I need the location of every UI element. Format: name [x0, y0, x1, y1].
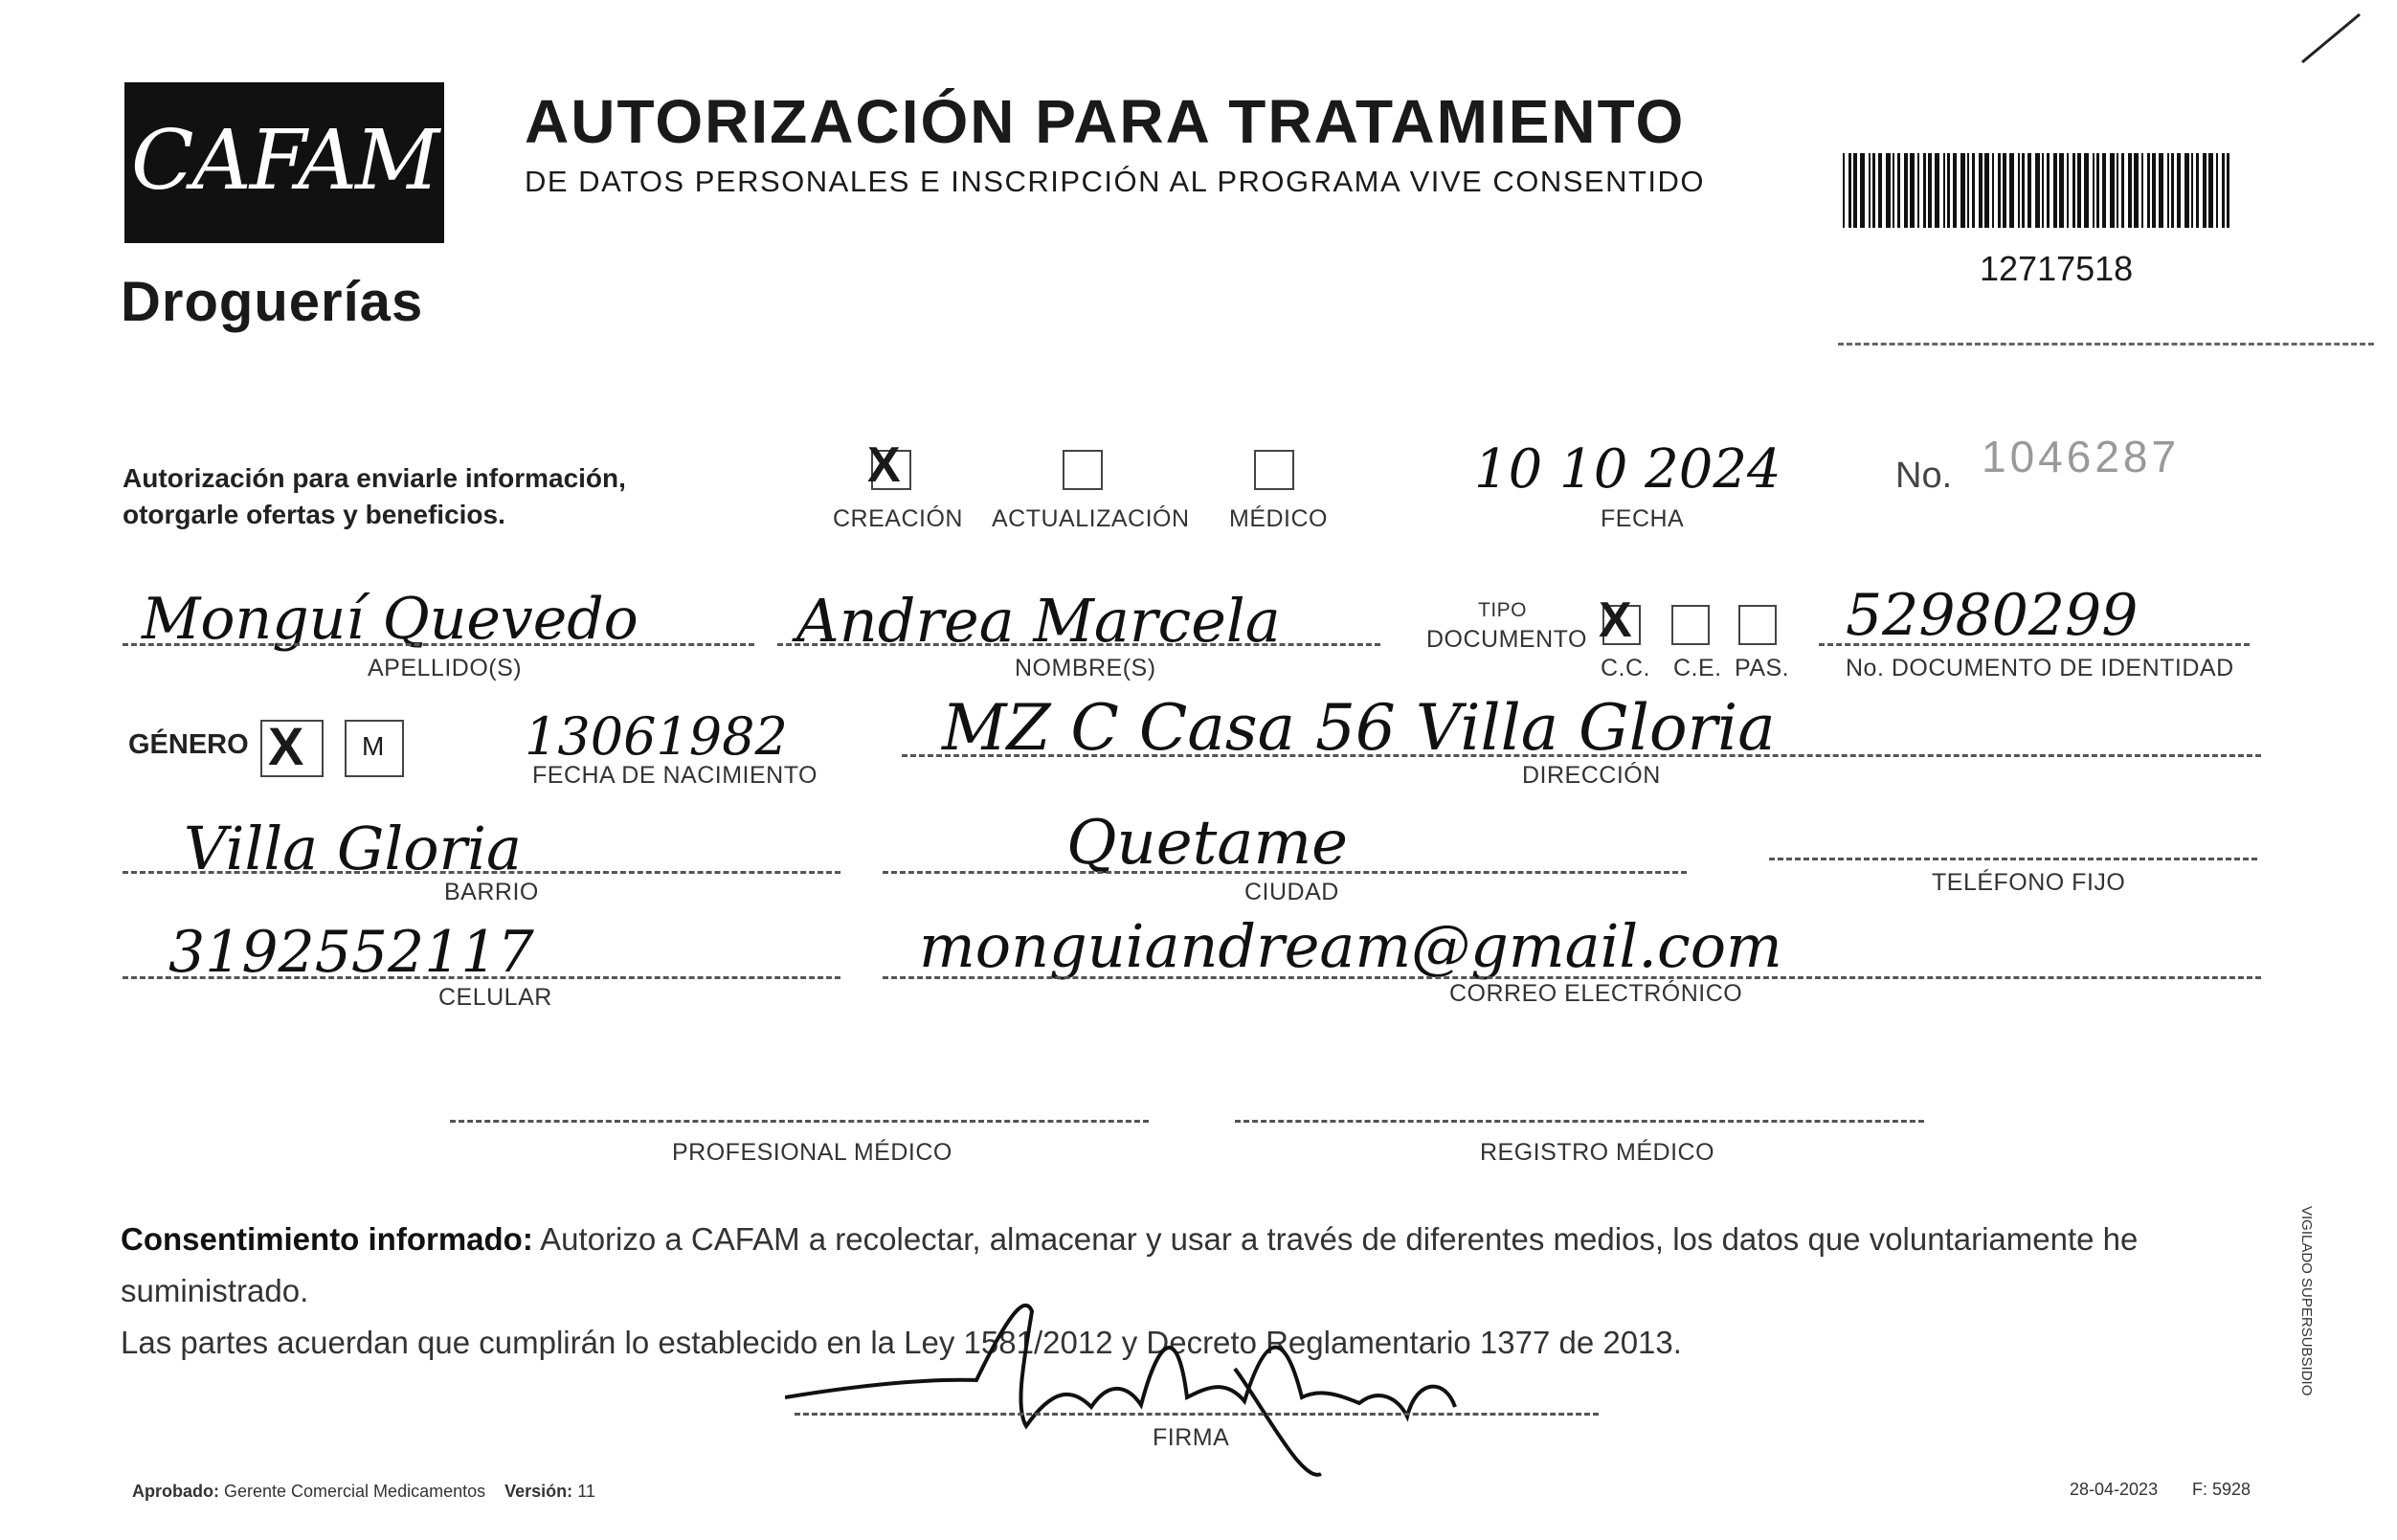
form-title: AUTORIZACIÓN PARA TRATAMIENTO: [525, 87, 1686, 156]
barcode-bar: [2027, 153, 2031, 228]
fecha-label: FECHA: [1601, 505, 1685, 532]
genero-label: GÉNERO: [128, 729, 249, 760]
barcode-bar: [2022, 153, 2025, 228]
footer-date: 28-04-2023: [2070, 1480, 2159, 1499]
barcode-bar: [1878, 153, 1882, 228]
cafam-logo: CAFAM: [130, 113, 438, 209]
barcode-bar: [1843, 153, 1845, 228]
barcode-bar: [2018, 153, 2020, 228]
barrio-value: Villa Gloria: [184, 814, 522, 883]
nombres-value: Andrea Marcela: [796, 586, 1281, 656]
authorization-text-line2: otorgarle ofertas y beneficios.: [123, 500, 505, 529]
barcode-bar: [1992, 153, 1994, 228]
barcode-bar: [2134, 153, 2139, 228]
fecha-value: 10 10 2024: [1474, 438, 1781, 501]
checkmark-cc: X: [1599, 592, 1632, 648]
firma-label: FIRMA: [1153, 1424, 1230, 1451]
doc-type-cc: C.C.: [1601, 655, 1650, 681]
checkbox-actualizacion[interactable]: [1063, 450, 1103, 490]
checkmark-creacion: X: [867, 437, 901, 493]
genero-f-mark: X: [268, 716, 304, 776]
checkbox-medico[interactable]: [1254, 450, 1294, 490]
barcode-bar: [2208, 153, 2213, 228]
barcode-bar: [2003, 153, 2006, 228]
barcode-bar: [1910, 153, 1915, 228]
barcode-bar: [1886, 153, 1891, 228]
ciudad-value: Quetame: [1066, 808, 1348, 879]
doc-type-ce: C.E.: [1673, 655, 1722, 681]
barcode-bar: [2203, 153, 2207, 228]
barcode-bar: [2227, 153, 2229, 228]
barcode-bar: [1860, 153, 1865, 228]
telefono-label: TELÉFONO FIJO: [1932, 869, 2126, 896]
correo-line: [883, 976, 2261, 979]
barcode-bar: [2147, 153, 2150, 228]
barcode-bar: [2035, 153, 2040, 228]
barcode-bar: [2121, 153, 2124, 228]
barcode-bar: [1917, 153, 1919, 228]
barcode-bar: [1897, 153, 1900, 228]
barcode-bar: [2159, 153, 2163, 228]
barcode-bar: [2110, 153, 2115, 228]
barcode-bar: [2177, 153, 2181, 228]
tipo-label-2: DOCUMENTO: [1426, 626, 1587, 653]
barcode-bar: [1923, 153, 1926, 228]
ciudad-line: [883, 871, 1687, 874]
apellidos-value: Monguí Quevedo: [142, 586, 638, 653]
nombres-label: NOMBRE(S): [1015, 655, 1156, 681]
header-divider: [1838, 343, 2374, 346]
signature: [785, 1283, 1512, 1493]
apellidos-label: APELLIDO(S): [368, 655, 523, 681]
vigilado-vertical-text: VIGILADO SUPERSUBSIDIO: [2298, 1206, 2315, 1396]
nombres-line: [777, 643, 1380, 646]
ciudad-label: CIUDAD: [1244, 879, 1339, 905]
barcode-bar: [1928, 153, 1932, 228]
barcode-bar: [1853, 153, 1857, 228]
barcode-bar: [2047, 153, 2050, 228]
registration-number: 1046287: [1982, 432, 2181, 481]
documento-value: 52980299: [1846, 582, 2139, 649]
barcode-bar: [2222, 153, 2225, 228]
form-subtitle: DE DATOS PERSONALES E INSCRIPCIÓN AL PROGRAMA VIVE CONSENTIDO: [525, 165, 1706, 198]
doc-type-pas: PAS.: [1735, 655, 1790, 681]
barcode-bar: [2152, 153, 2156, 228]
barcode-bar: [2184, 153, 2189, 228]
barcode: [1843, 153, 2233, 228]
barcode-bar: [1904, 153, 1908, 228]
tipo-label-1: TIPO: [1478, 599, 1528, 621]
checkbox-ce[interactable]: [1671, 605, 1710, 645]
authorization-text-line1: Autorización para enviarle información,: [123, 463, 626, 493]
direccion-line: [902, 754, 2261, 757]
registro-line: [1235, 1120, 1924, 1123]
barcode-bar: [1967, 153, 1969, 228]
barcode-bar: [1943, 153, 1945, 228]
barcode-bar: [2216, 153, 2218, 228]
scan-mark: [2297, 10, 2364, 67]
registro-label: REGISTRO MÉDICO: [1480, 1139, 1715, 1166]
celular-line: [123, 976, 840, 979]
no-label: No.: [1895, 456, 1953, 496]
barcode-number: 12717518: [1980, 249, 2134, 288]
barcode-bar: [1984, 153, 1989, 228]
barcode-bar: [2141, 153, 2143, 228]
barcode-bar: [2096, 153, 2099, 228]
barcode-bar: [1872, 153, 1875, 228]
consent-line2: Las partes acuerdan que cumplirán lo establecido en la Ley 1581/2012 y Decreto Reglamentario 1377 de 2013.: [121, 1325, 1682, 1360]
brand-subtitle: Droguerías: [121, 271, 424, 333]
aprobado-value: Gerente Comercial Medicamentos: [224, 1482, 486, 1501]
nacimiento-label: FECHA DE NACIMIENTO: [532, 762, 818, 789]
option-label-medico: MÉDICO: [1229, 505, 1328, 532]
barcode-bar: [2067, 153, 2069, 228]
barcode-bar: [2084, 153, 2089, 228]
version-value: 11: [577, 1482, 595, 1501]
checkbox-pas[interactable]: [1738, 605, 1777, 645]
barcode-bar: [2042, 153, 2044, 228]
barcode-bar: [1979, 153, 1983, 228]
telefono-line: [1769, 858, 2257, 860]
barcode-bar: [1972, 153, 1975, 228]
barcode-bar: [1935, 153, 1939, 228]
barcode-bar: [2072, 153, 2075, 228]
apellidos-line: [123, 643, 754, 646]
consent-heading: Consentimiento informado:: [121, 1221, 533, 1257]
barrio-label: BARRIO: [444, 879, 539, 905]
celular-label: CELULAR: [438, 984, 552, 1011]
barcode-bar: [2077, 153, 2081, 228]
barcode-bar: [1998, 153, 2001, 228]
barcode-bar: [2196, 153, 2199, 228]
barcode-bar: [1869, 153, 1871, 228]
correo-label: CORREO ELECTRÓNICO: [1449, 980, 1743, 1007]
barcode-bar: [2191, 153, 2193, 228]
barcode-bar: [2102, 153, 2106, 228]
barcode-bar: [1893, 153, 1894, 228]
barcode-bar: [2167, 153, 2169, 228]
option-label-actualizacion: ACTUALIZACIÓN: [992, 505, 1190, 532]
barcode-bar: [2053, 153, 2057, 228]
barcode-bar: [2093, 153, 2095, 228]
aprobado-label: Aprobado:: [132, 1482, 219, 1501]
footer-approval: [132, 1482, 595, 1502]
barcode-bar: [2009, 153, 2014, 228]
barcode-bar: [1960, 153, 1965, 228]
footer-form-code: F: 5928: [2192, 1480, 2251, 1499]
version-label: Versión:: [504, 1482, 573, 1501]
barcode-bar: [1848, 153, 1851, 228]
direccion-value: MZ C Casa 56 Villa Gloria: [942, 691, 1776, 765]
barcode-bar: [1953, 153, 1957, 228]
barcode-bar: [1947, 153, 1950, 228]
signature-line: [795, 1413, 1599, 1416]
correo-value: monguiandream@gmail.com: [919, 911, 1782, 981]
direccion-label: DIRECCIÓN: [1522, 762, 1661, 789]
barcode-bar: [2117, 153, 2118, 228]
documento-label: No. DOCUMENTO DE IDENTIDAD: [1846, 655, 2234, 681]
barcode-bar: [2128, 153, 2132, 228]
nacimiento-value: 13061982: [525, 706, 788, 767]
option-label-creacion: CREACIÓN: [833, 505, 963, 532]
barcode-bar: [2171, 153, 2174, 228]
barcode-bar: [2059, 153, 2064, 228]
consent-text1: Autorizo a CAFAM a recolectar, almacenar y usar a través de diferentes medios, los datos que voluntariamente he suministrado.: [121, 1221, 2139, 1308]
profesional-label: PROFESIONAL MÉDICO: [672, 1139, 952, 1166]
genero-m-label: M: [362, 731, 385, 761]
barrio-line: [123, 871, 840, 874]
documento-line: [1819, 643, 2250, 646]
celular-value: 3192552117: [168, 919, 534, 986]
profesional-line: [450, 1120, 1149, 1123]
